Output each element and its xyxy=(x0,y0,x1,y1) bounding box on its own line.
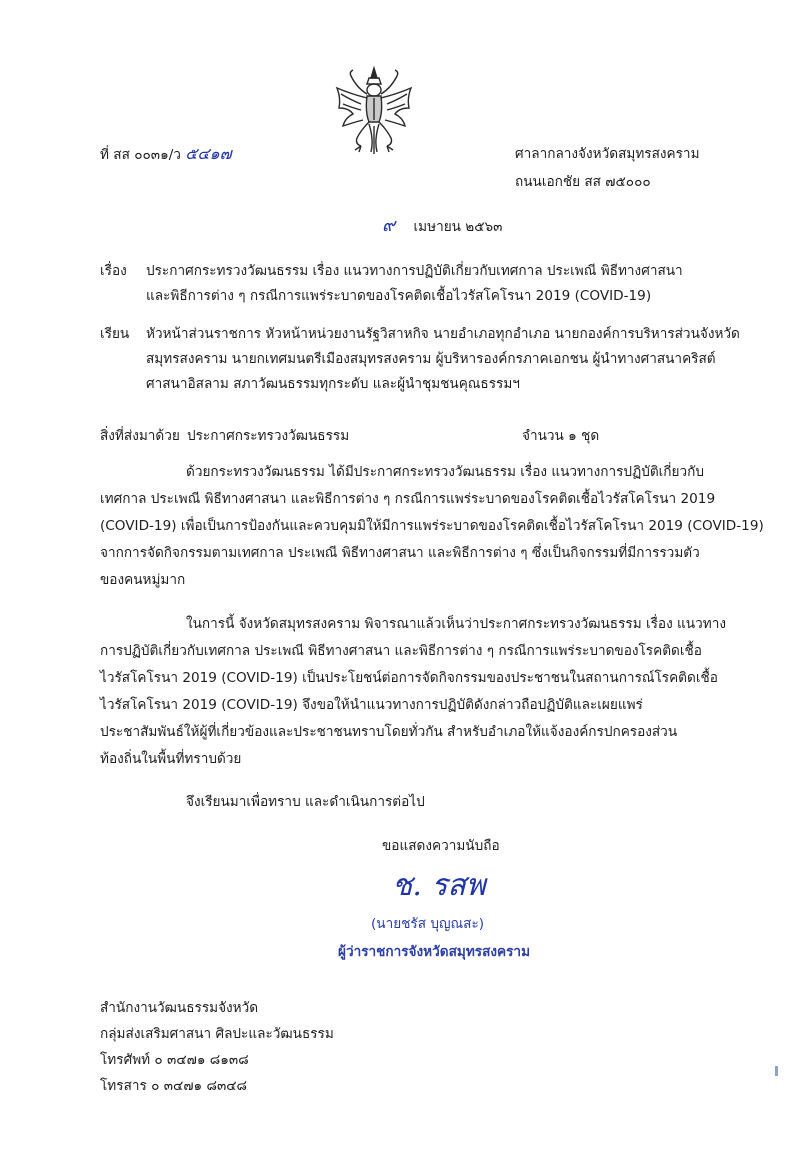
scan-mark xyxy=(775,1066,778,1076)
garuda-emblem-icon xyxy=(331,64,417,156)
reference-number-handwritten: ๕๔๑๗ xyxy=(185,144,232,163)
signatory-position: ผู้ว่าราชการจังหวัดสมุทรสงคราม xyxy=(338,944,531,960)
office-address-line2: ถนนเอกชัย สส ๗๕๐๐๐ xyxy=(515,174,651,190)
footer-fax: โทรสาร ๐ ๓๔๗๑ ๘๓๔๘ xyxy=(100,1078,248,1094)
office-address-line1: ศาลากลางจังหวัดสมุทรสงคราม xyxy=(515,146,700,162)
paragraph1-line2: เทศกาล ประเพณี พิธีทางศาสนา และพิธีการต่าง ๆ กรณีการแพร่ระบาดของโรคติดเชื้อไวรัสโคโรนา 2019 xyxy=(100,491,716,507)
enclosure-label: สิ่งที่ส่งมาด้วย xyxy=(100,428,180,444)
subject-line2: และพิธีการต่าง ๆ กรณีการแพร่ระบาดของโรคติดเชื้อไวรัสโคโรนา 2019 (COVID-19) xyxy=(146,288,652,304)
paragraph2-line2: การปฏิบัติเกี่ยวกับเทศกาล ประเพณี พิธีทางศาสนา และพิธีการต่าง ๆ กรณีการแพร่ระบาดของโรคติดเชื้อ xyxy=(100,643,702,659)
recipient-line1: หัวหน้าส่วนราชการ หัวหน้าหน่วยงานรัฐวิสาหกิจ นายอำเภอทุกอำเภอ นายกองค์การบริหารส่วนจังหวัด xyxy=(146,326,740,342)
footer-phone: โทรศัพท์ ๐ ๓๔๗๑ ๘๑๓๘ xyxy=(100,1052,249,1068)
handwritten-signature: ช. รสพ xyxy=(392,868,486,903)
subject-line1: ประกาศกระทรวงวัฒนธรรม เรื่อง แนวทางการปฏิบัติเกี่ยวกับเทศกาล ประเพณี พิธีทางศาสนา xyxy=(146,263,683,279)
paragraph2-line1: ในการนี้ จังหวัดสมุทรสงคราม พิจารณาแล้วเห็นว่าประกาศกระทรวงวัฒนธรรม เรื่อง แนวทาง xyxy=(186,616,726,632)
closing-regards: ขอแสดงความนับถือ xyxy=(382,838,500,854)
paragraph1-line5: ของคนหมู่มาก xyxy=(100,572,186,588)
reference-number xyxy=(100,144,232,165)
paragraph1-line1: ด้วยกระทรวงวัฒนธรรม ได้มีประกาศกระทรวงวัฒนธรรม เรื่อง แนวทางการปฏิบัติเกี่ยวกับ xyxy=(186,464,704,480)
recipient-line3: ศาสนาอิสลาม สภาวัฒนธรรมทุกระดับ และผู้นำชุมชนคุณธรรมฯ xyxy=(146,376,520,392)
subject-label: เรื่อง xyxy=(100,263,127,279)
paragraph2-line6: ท้องถิ่นในพื้นที่ทราบด้วย xyxy=(100,751,242,767)
footer-section: กลุ่มส่งเสริมศาสนา ศิลปะและวัฒนธรรม xyxy=(100,1026,334,1042)
paragraph1-line4: จากการจัดกิจกรรมตามเทศกาล ประเพณี พิธีทางศาสนา และพิธีการต่าง ๆ ซึ่งเป็นกิจกรรมที่มีการรวมตัว xyxy=(100,545,700,561)
paragraph2-line5: ประชาสัมพันธ์ให้ผู้ที่เกี่ยวข้องและประชาชนทราบโดยทั่วกัน สำหรับอำเภอให้แจ้งองค์กรปกครองส่วน xyxy=(100,724,678,740)
footer-department: สำนักงานวัฒนธรรมจังหวัด xyxy=(100,1000,259,1016)
document-date xyxy=(382,216,502,237)
paragraph1-line3: (COVID-19) เพื่อเป็นการป้องกันและควบคุมมิให้มีการแพร่ระบาดของโรคติดเชื้อไวรัสโคโรนา 2019 (COVID-19) xyxy=(100,518,764,534)
date-month-year: เมษายน ๒๕๖๓ xyxy=(413,219,503,235)
date-day-handwritten: ๙ xyxy=(382,215,396,236)
enclosure-item: ประกาศกระทรวงวัฒนธรรม xyxy=(187,428,350,444)
closing-request: จึงเรียนมาเพื่อทราบ และดำเนินการต่อไป xyxy=(186,794,425,810)
recipient-label: เรียน xyxy=(100,326,130,342)
enclosure-quantity: จำนวน ๑ ชุด xyxy=(522,428,600,444)
paragraph2-line4: ไวรัสโคโรนา 2019 (COVID-19) จึงขอให้นำแนวทางการปฏิบัติดังกล่าวถือปฏิบัติและเผยแพร่ xyxy=(100,697,643,713)
recipient-line2: สมุทรสงคราม นายกเทศมนตรีเมืองสมุทรสงคราม ผู้บริหารองค์กรภาคเอกชน ผู้นำทางศาสนาคริสต์ xyxy=(146,351,716,367)
paragraph2-line3: ไวรัสโคโรนา 2019 (COVID-19) เป็นประโยชน์ต่อการจัดกิจกรรมของประชาชนในสถานการณ์โรคติดเชื้อ xyxy=(100,670,718,686)
signatory-name: (นายชรัส บุญณสะ) xyxy=(371,916,485,932)
reference-prefix: ที่ สส ๐๐๓๑/ว xyxy=(100,147,181,163)
